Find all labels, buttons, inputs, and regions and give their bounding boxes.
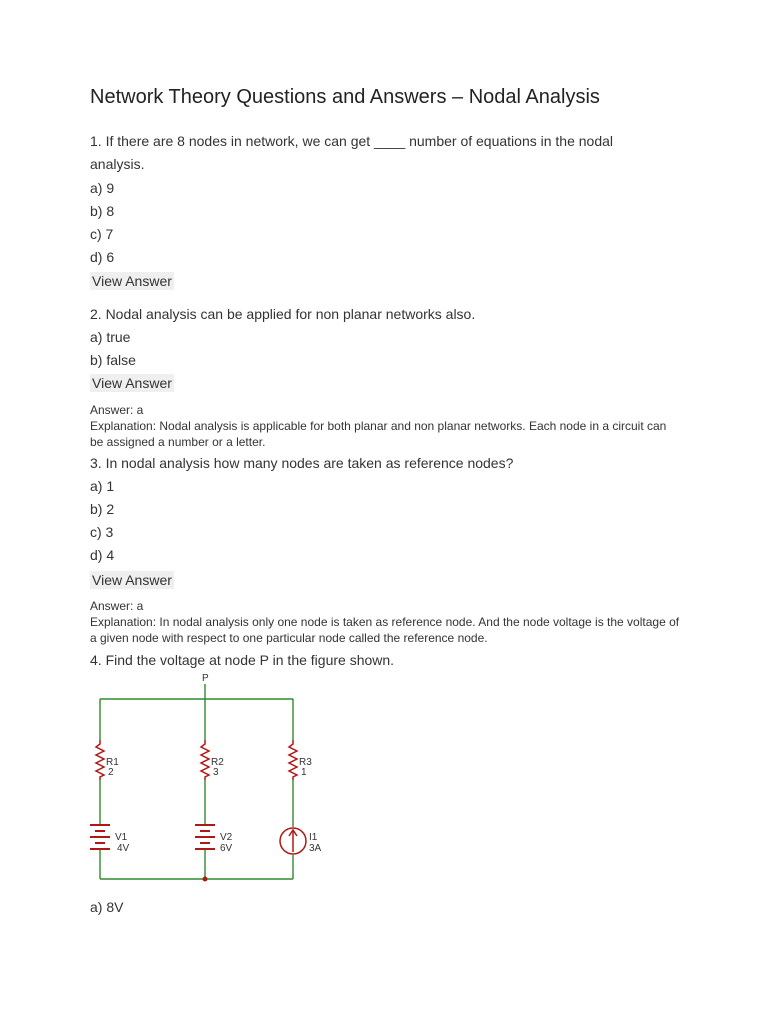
- junction-dot: [203, 877, 208, 882]
- q2-answer: Answer: a: [90, 403, 144, 417]
- resistor-r2: [201, 740, 209, 780]
- q3-option-a: a) 1: [90, 478, 115, 494]
- battery-v2: [195, 825, 215, 849]
- question-3: 3. In nodal analysis how many nodes are taken as reference nodes?: [90, 455, 514, 471]
- q1-option-a: a) 9: [90, 180, 115, 196]
- q3-option-c: c) 3: [90, 524, 114, 540]
- q1-option-c: c) 7: [90, 226, 114, 242]
- r3-value-label: 1: [301, 767, 307, 778]
- r1-value-label: 2: [108, 767, 114, 778]
- question-1: 1. If there are 8 nodes in network, we can get ____ number of equations in the nodal analysis.: [90, 133, 614, 172]
- v1-name-label: V1: [115, 832, 128, 843]
- resistor-r3: [289, 740, 297, 780]
- v1-value-label: 4V: [117, 843, 130, 854]
- i1-name-label: I1: [309, 832, 318, 843]
- r2-value-label: 3: [213, 767, 219, 778]
- q2-explanation: Explanation: Nodal analysis is applicable for both planar and non planar networks. Each node in a circuit can be assigned a number or a letter.: [90, 419, 667, 449]
- q1-option-d: d) 6: [90, 249, 115, 265]
- q2-answer-block: [90, 402, 680, 450]
- q3-explanation: Explanation: In nodal analysis only one node is taken as reference node. And the node voltage is the voltage of a given node with respect to one particular node called the reference node.: [90, 615, 680, 645]
- r1-name-label: R1: [106, 757, 119, 768]
- q4-option-a: a) 8V: [90, 899, 124, 915]
- q1-view-answer-button[interactable]: View Answer: [92, 273, 172, 289]
- q3-option-d: d) 4: [90, 547, 115, 563]
- q3-answer-block: [90, 598, 680, 646]
- question-2: 2. Nodal analysis can be applied for non planar networks also.: [90, 306, 476, 322]
- q1-option-b: b) 8: [90, 203, 115, 219]
- q2-option-b: b) false: [90, 352, 136, 368]
- q2-option-a: a) true: [90, 329, 131, 345]
- v2-value-label: 6V: [220, 843, 233, 854]
- r3-name-label: R3: [299, 757, 312, 768]
- resistor-r1: [96, 740, 104, 780]
- q3-view-answer-button[interactable]: View Answer: [92, 572, 172, 588]
- q3-answer: Answer: a: [90, 599, 144, 613]
- question-4: 4. Find the voltage at node P in the figure shown.: [90, 652, 395, 668]
- page-title: Network Theory Questions and Answers – Nodal Analysis: [90, 86, 600, 108]
- q3-option-b: b) 2: [90, 501, 115, 517]
- r2-name-label: R2: [211, 757, 224, 768]
- circuit-diagram: [90, 670, 350, 890]
- node-p-label: P: [202, 673, 209, 684]
- q2-view-answer-button[interactable]: View Answer: [92, 375, 172, 391]
- battery-v1: [90, 825, 110, 849]
- v2-name-label: V2: [220, 832, 233, 843]
- current-source-i1: [280, 828, 306, 854]
- i1-value-label: 3A: [309, 843, 322, 854]
